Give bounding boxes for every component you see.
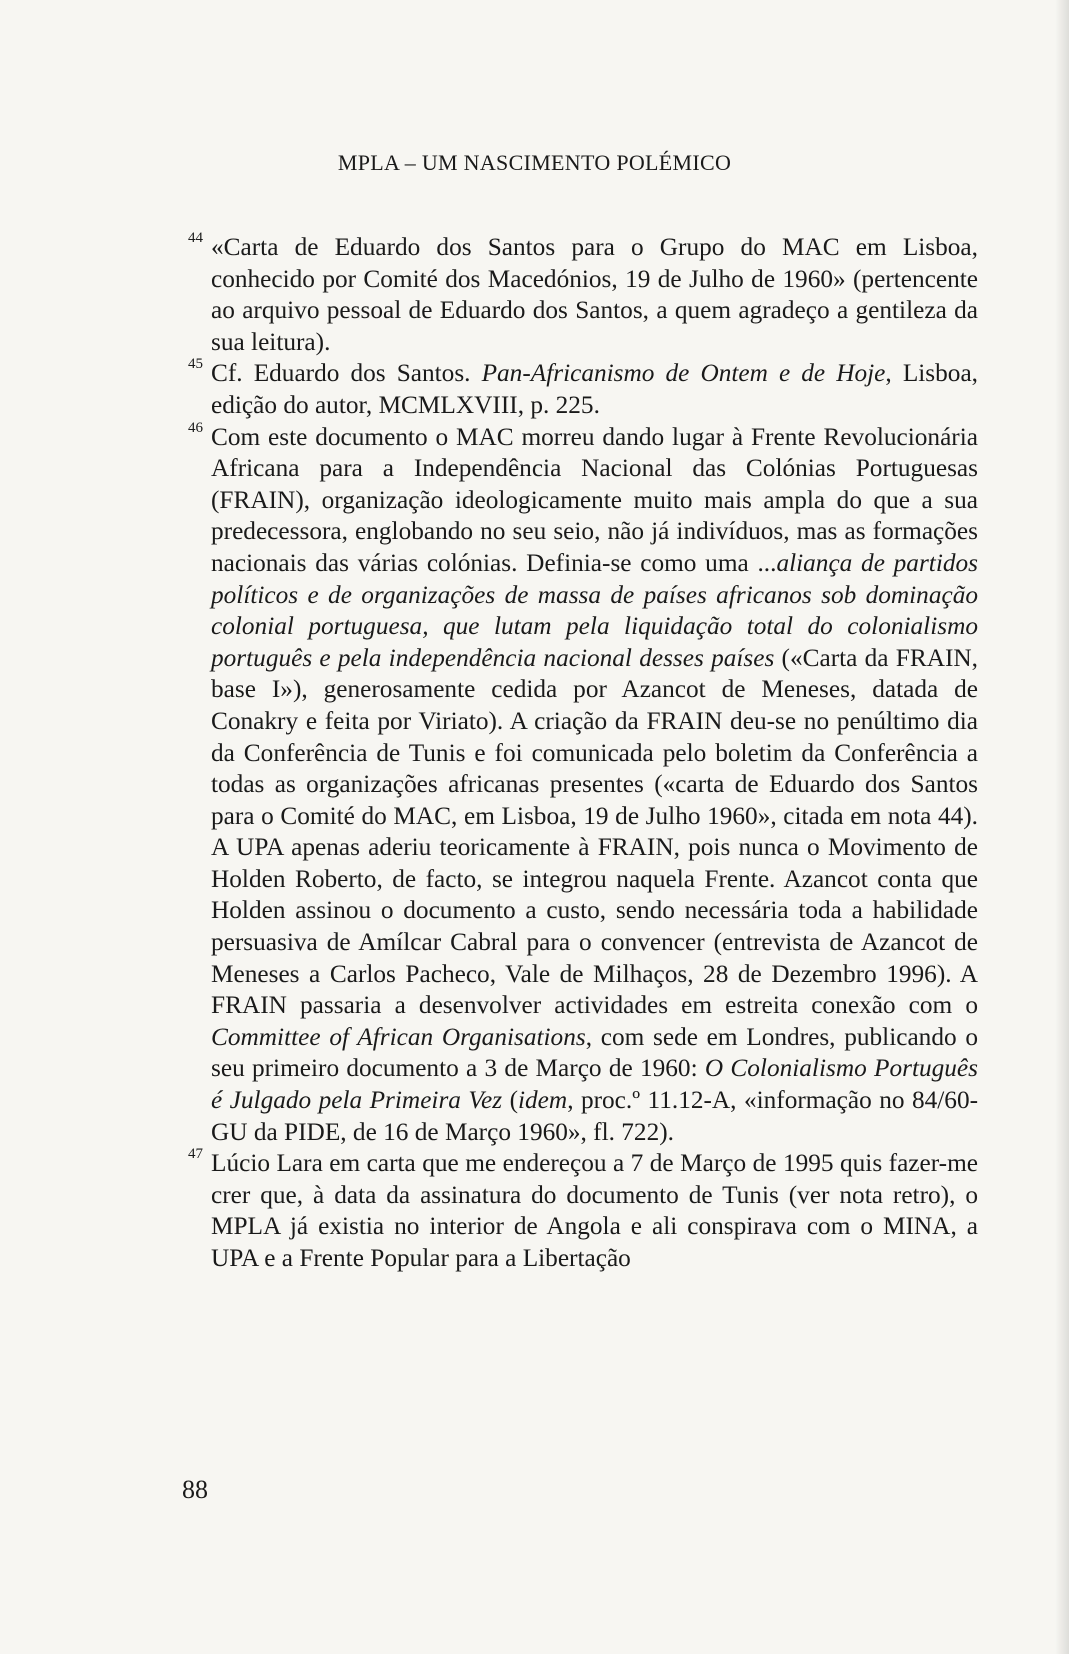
footnote-number: 45	[188, 356, 203, 373]
footnote-number: 44	[188, 230, 203, 246]
footnote-number: 46	[188, 419, 203, 436]
footnote-text: «Carta de Eduardo dos Santos para o Grupo do MAC em Lisboa, conhecido por Comité dos Macedónios, 19 de Julho de 1960» (pertencente ao arquivo pessoal de Eduardo dos Santos, a quem agradeço a gentileza da sua leitura).	[211, 233, 978, 356]
footnote-text: Com este documento o MAC morreu dando lugar à Frente Revolucionária Africana para a Independência Nacional das Colónias Portuguesas (FRAIN), organização ideologicamente muito mais ampla do que a sua predecessora, englobando no seu seio, não já indivíduos, mas as formações nacionais das várias colónias. Definia-se como uma ...	[211, 422, 978, 577]
footnote-italic-text: Pan-Africanismo de Ontem e de Hoje	[481, 359, 886, 388]
footnote-text: , Lisboa, edição do autor, MCMLXVIII, p. 225.	[211, 359, 978, 419]
footnote-italic-text: Committee of African Organisations	[211, 1022, 586, 1051]
footnote-text: Cf. Eduardo dos Santos.	[211, 359, 482, 388]
footnote-46	[188, 419, 979, 1149]
footnote-italic-text: O Colonialismo Português é Julgado pela Primeira Vez	[211, 1054, 979, 1115]
page-number: 88	[182, 1475, 208, 1504]
footnote-italic-text: aliança de partidos políticos e de organizações de massa de países africanos sob dominação colonial portuguesa, que lutam pela liquidação total do colonialismo português e pela independência nacional desses países	[211, 548, 978, 672]
footnote-text: , proc.º 11.12-A, «informação no 84/60-GU da PIDE, de 16 de Março 1960», fl. 722).	[211, 1086, 979, 1146]
footnote-text: Lúcio Lara em carta que me endereçou a 7 de Março de 1995 quis fazer-me crer que, à data da assinatura do documento de Tunis (ver nota retro), o MPLA já existia no interior de Angola e ali conspirava com o MINA, a UPA e a Frente Popular para a Libertação	[211, 1149, 978, 1272]
footnote-44	[188, 230, 978, 358]
running-head: MPLA – UM NASCIMENTO POLÉMICO	[337, 150, 732, 175]
footnote-number: 47	[188, 1146, 203, 1163]
footnote-text: , com sede em Londres, publicando o seu primeiro documento a 3 de Março de 1960:	[211, 1022, 978, 1083]
footnote-47	[188, 1146, 978, 1274]
footnote-text: («Carta da FRAIN, base I»), generosamente cedida por Azancot de Meneses, datada de Conakry e feita por Viriato). A criação da FRAIN deu-se no penúltimo dia da Conferência de Tunis e foi comunicada pelo boletim da Conferência a todas as organizações africanas presentes («carta de Eduardo dos Santos para o Comité do MAC, em Lisboa, 19 de Julho 1960», citada em nota 44). A UPA apenas aderiu teoricamente à FRAIN, pois nunca o Movimento de Holden Roberto, de facto, se integrou naquela Frente. Azancot conta que Holden assinou o documento a custo, sendo necessária toda a habilidade persuasiva de Amílcar Cabral para o convencer (entrevista de Azancot de Meneses a Carlos Pacheco, Vale de Milhaços, 28 de Dezembro 1996). A FRAIN passaria a desenvolver actividades em estreita conexão com o	[211, 643, 978, 1020]
footnote-45	[188, 356, 978, 421]
footnotes-block	[188, 230, 979, 1275]
footnote-text: (	[502, 1086, 518, 1115]
footnote-italic-text: idem	[518, 1086, 568, 1115]
